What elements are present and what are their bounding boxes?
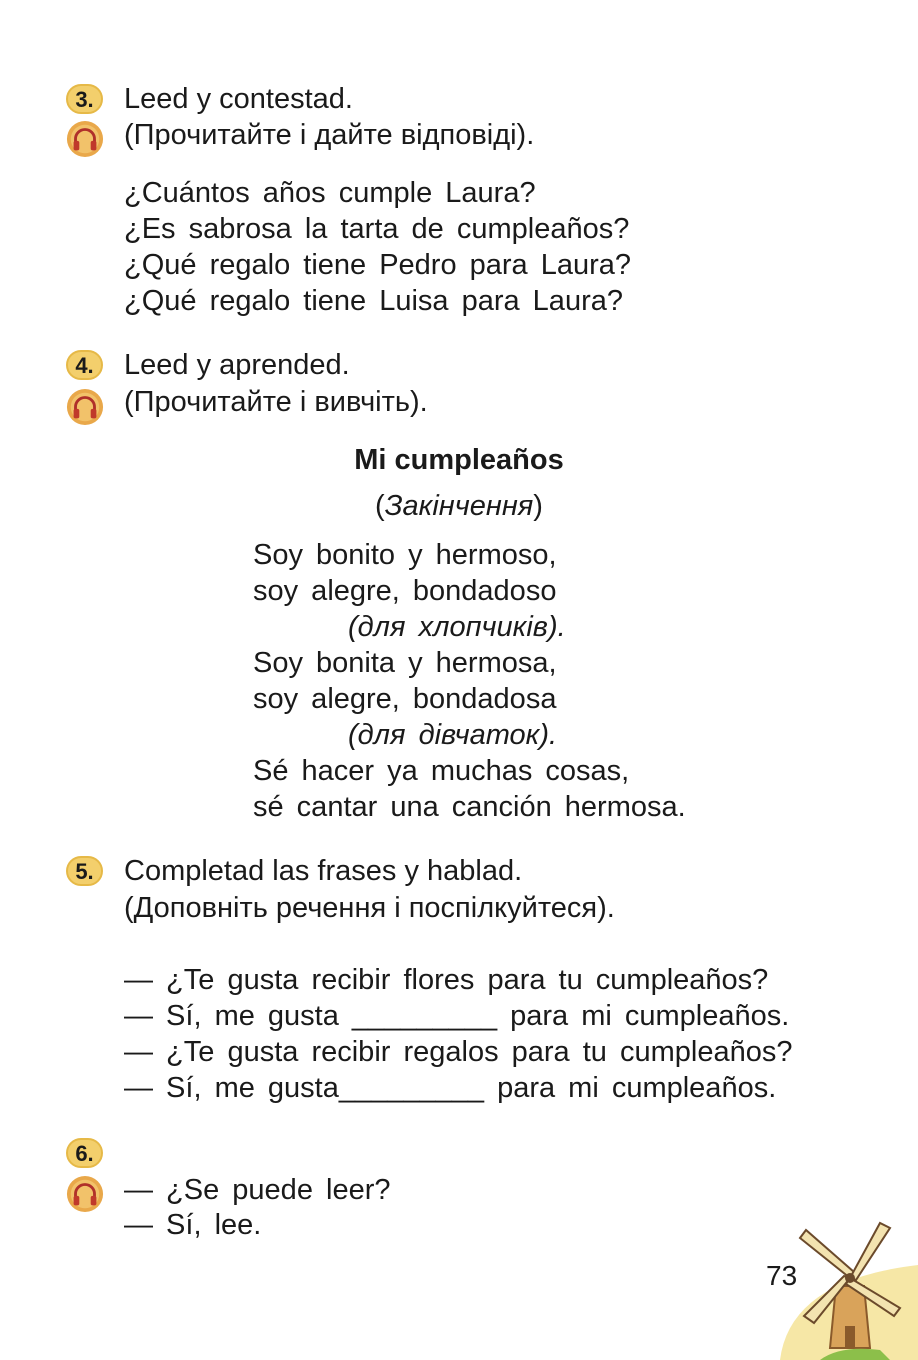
headphones-icon[interactable] — [66, 1175, 104, 1213]
question-line: ¿Qué regalo tiene Luisa para Laura? — [124, 285, 623, 317]
poem-line: Soy bonita y hermosa, — [253, 647, 557, 679]
subtitle-word: Закінчення — [384, 490, 534, 522]
poem-note: (для хлопчиків). — [348, 611, 566, 643]
question-line: ¿Es sabrosa la tarta de cumpleaños? — [124, 213, 630, 245]
poem-subtitle — [0, 488, 918, 524]
dialogue-line: — ¿Te gusta recibir flores para tu cumpleaños? — [124, 964, 769, 996]
poem-title: Mi cumpleaños — [354, 444, 564, 476]
exercise-instruction: Leed y contestad. — [124, 83, 353, 115]
windmill-icon — [780, 1210, 918, 1360]
exercise-instruction: Leed y aprended. — [124, 349, 350, 381]
exercise-number-badge: 6. — [66, 1138, 103, 1168]
poem-line: Sé hacer ya muchas cosas, — [253, 755, 630, 787]
exercise-number-badge: 4. — [66, 350, 103, 380]
question-line: ¿Cuántos años cumple Laura? — [124, 177, 536, 209]
headphones-icon[interactable] — [66, 388, 104, 426]
page-number: 73 — [766, 1260, 798, 1291]
exercise-number-badge: 3. — [66, 84, 103, 114]
poem-line: Soy bonito y hermoso, — [253, 539, 557, 571]
exercise-number-badge: 5. — [66, 856, 103, 886]
dialogue-line: — ¿Se puede leer? — [124, 1174, 391, 1206]
dialogue-line: — Sí, me gusta_________ para mi cumpleaños. — [124, 1072, 777, 1104]
exercise-instruction: Completad las frases y hablad. — [124, 855, 523, 887]
dialogue-line: — Sí, me gusta _________ para mi cumpleaños. — [124, 1000, 790, 1032]
subtitle-open-paren: ( — [375, 490, 385, 522]
dialogue-line: — Sí, lee. — [124, 1209, 262, 1241]
poem-line: sé cantar una canción hermosa. — [253, 791, 686, 823]
headphones-icon[interactable] — [66, 120, 104, 158]
subtitle-close-paren: ) — [533, 490, 543, 522]
poem-line: soy alegre, bondadosa — [253, 683, 557, 715]
dialogue-line: — ¿Te gusta recibir regalos para tu cumpleaños? — [124, 1036, 793, 1068]
poem-line: soy alegre, bondadoso — [253, 575, 557, 607]
exercise-translation: (Доповніть речення і поспілкуйтеся). — [124, 892, 615, 924]
exercise-translation: (Прочитайте і вивчіть). — [124, 386, 428, 418]
question-line: ¿Qué regalo tiene Pedro para Laura? — [124, 249, 632, 281]
exercise-translation: (Прочитайте і дайте відповіді). — [124, 119, 535, 151]
poem-note: (для дівчаток). — [348, 719, 558, 751]
